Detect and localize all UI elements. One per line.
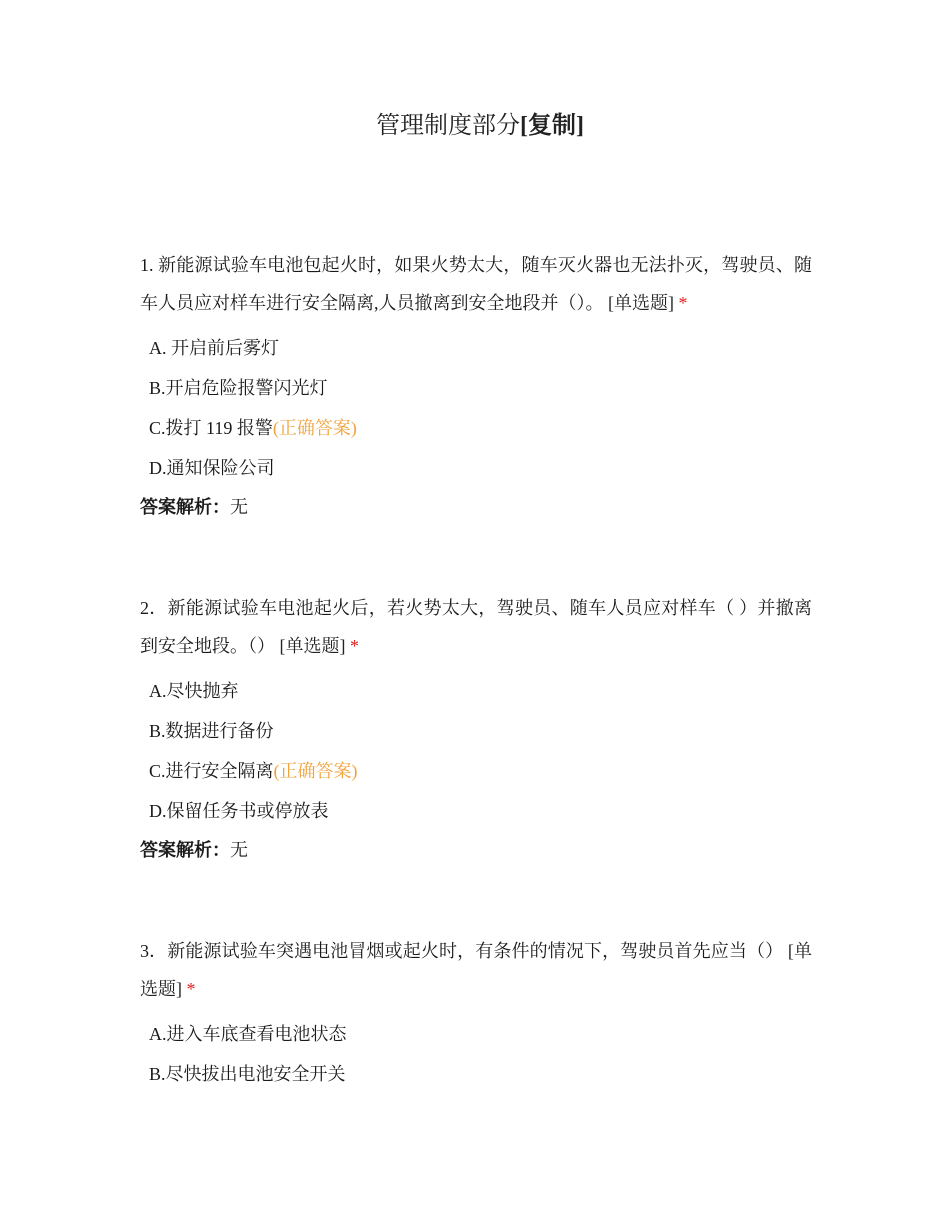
option-list [140,1014,812,1094]
option-d[interactable] [140,791,812,831]
option-b[interactable] [140,368,812,408]
analysis-label: 答案解析： [140,497,230,517]
analysis-value: 无 [230,840,248,860]
option-text: A. 开启前后雾灯 [149,338,279,358]
option-text: A.尽快抛弃 [149,681,239,701]
page-title [0,110,950,142]
option-b[interactable] [140,1054,812,1094]
option-text: A.进入车底查看电池状态 [149,1024,347,1044]
question-stem [140,589,812,665]
option-text: C.进行安全隔离 [149,761,274,781]
question-text: 3．新能源试验车突遇电池冒烟或起火时，有条件的情况下，驾驶员首先应当（） [140,941,784,961]
required-mark: * [350,636,359,656]
question-stem [140,246,812,322]
option-c[interactable] [140,751,812,791]
option-a[interactable] [140,671,812,711]
required-mark: * [678,293,688,313]
correct-answer-tag: (正确答案) [272,418,357,438]
option-text: B.尽快拔出电池安全开关 [149,1064,346,1084]
question-type: [单选题] [608,293,674,313]
question-type: [单选题] [140,941,813,999]
option-a[interactable] [140,328,812,368]
analysis-label: 答案解析： [140,840,230,860]
option-list [140,671,812,831]
option-c[interactable] [140,408,812,448]
question-3 [140,932,812,1094]
option-text: C.拨打 119 报警 [149,418,273,438]
title-main: 管理制度部分 [376,113,520,139]
option-d[interactable] [140,448,812,488]
option-text: D.保留任务书或停放表 [149,801,329,821]
question-stem [140,932,812,1008]
option-list [140,328,812,488]
question-1 [140,246,812,526]
option-text: D.通知保险公司 [149,458,275,478]
option-a[interactable] [140,1014,812,1054]
answer-analysis [140,488,812,526]
analysis-value: 无 [230,497,248,517]
answer-analysis [140,831,812,869]
required-mark: * [186,979,196,999]
option-text: B.开启危险报警闪光灯 [149,378,328,398]
question-type: [单选题] [279,636,346,656]
question-text: 2．新能源试验车电池起火后，若火势太大，驾驶员、随车人员应对样车（ ）并撤离到安全地段。（） [140,598,812,656]
title-bracket: [复制] [520,113,584,139]
correct-answer-tag: (正确答案) [273,761,358,781]
option-text: B.数据进行备份 [149,721,274,741]
option-b[interactable] [140,711,812,751]
question-2 [140,589,812,869]
question-text: 1. 新能源试验车电池包起火时，如果火势太大，随车灭火器也无法扑灭，驾驶员、随车人员应对样车进行安全隔离,人员撤离到安全地段并（）。 [140,255,812,313]
